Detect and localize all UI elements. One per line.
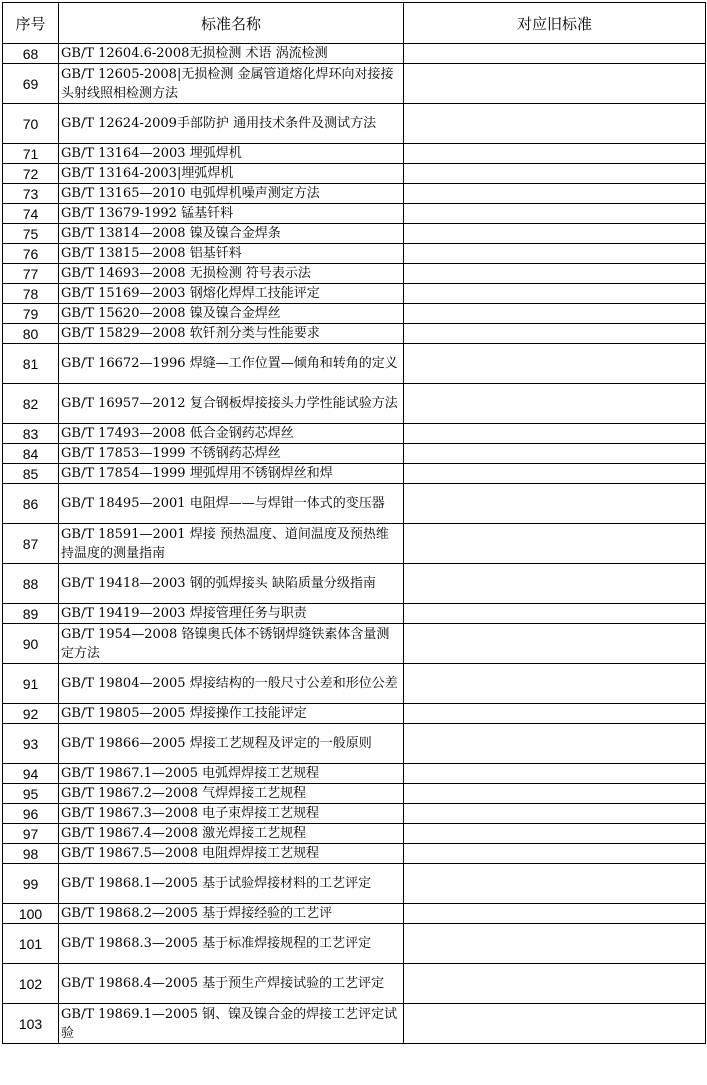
table-row — [3, 344, 706, 384]
standards-table — [2, 2, 706, 1044]
old-standard — [404, 104, 706, 144]
row-number: 90 — [3, 624, 59, 664]
table-row — [3, 44, 706, 64]
standard-name: GB/T 19868.3—2005 基于标准焊接规程的工艺评定 — [59, 924, 404, 964]
table-row — [3, 624, 706, 664]
old-standard — [404, 444, 706, 464]
old-standard — [404, 304, 706, 324]
row-number: 71 — [3, 144, 59, 164]
table-row — [3, 284, 706, 304]
standard-name: GB/T 17493—2008 低合金钢药芯焊丝 — [59, 424, 404, 444]
old-standard — [404, 904, 706, 924]
table-row — [3, 444, 706, 464]
old-standard — [404, 624, 706, 664]
row-number: 73 — [3, 184, 59, 204]
standard-name: GB/T 14693—2008 无损检测 符号表示法 — [59, 264, 404, 284]
table-row — [3, 184, 706, 204]
standard-name: GB/T 17853—1999 不锈钢药芯焊丝 — [59, 444, 404, 464]
standard-name: GB/T 19866—2005 焊接工艺规程及评定的一般原则 — [59, 724, 404, 764]
row-number: 88 — [3, 564, 59, 604]
old-standard — [404, 204, 706, 224]
standard-name: GB/T 19869.1—2005 钢、镍及镍合金的焊接工艺评定试验 — [59, 1004, 404, 1044]
table-row — [3, 204, 706, 224]
old-standard — [404, 424, 706, 444]
row-number: 68 — [3, 44, 59, 64]
table-row — [3, 564, 706, 604]
header-row — [3, 3, 706, 44]
standard-name: GB/T 18591—2001 焊接 预热温度、道间温度及预热维持温度的测量指南 — [59, 524, 404, 564]
old-standard — [404, 524, 706, 564]
row-number: 103 — [3, 1004, 59, 1044]
table-row — [3, 924, 706, 964]
old-standard — [404, 844, 706, 864]
table-row — [3, 164, 706, 184]
row-number: 84 — [3, 444, 59, 464]
table-row — [3, 464, 706, 484]
old-standard — [404, 704, 706, 724]
old-standard — [404, 64, 706, 104]
row-number: 85 — [3, 464, 59, 484]
old-standard — [404, 824, 706, 844]
standard-name: GB/T 13814—2008 镍及镍合金焊条 — [59, 224, 404, 244]
row-number: 87 — [3, 524, 59, 564]
standard-name: GB/T 19867.1—2005 电弧焊焊接工艺规程 — [59, 764, 404, 784]
row-number: 72 — [3, 164, 59, 184]
old-standard — [404, 44, 706, 64]
standard-name: GB/T 19867.5—2008 电阻焊焊接工艺规程 — [59, 844, 404, 864]
old-standard — [404, 564, 706, 604]
old-standard — [404, 804, 706, 824]
old-standard — [404, 724, 706, 764]
standard-name: GB/T 12604.6-2008无损检测 术语 涡流检测 — [59, 44, 404, 64]
table-row — [3, 964, 706, 1004]
row-number: 77 — [3, 264, 59, 284]
standard-name: GB/T 19868.4—2005 基于预生产焊接试验的工艺评定 — [59, 964, 404, 1004]
standard-name: GB/T 13164-2003|埋弧焊机 — [59, 164, 404, 184]
row-number: 76 — [3, 244, 59, 264]
standard-name: GB/T 19805—2005 焊接操作工技能评定 — [59, 704, 404, 724]
row-number: 95 — [3, 784, 59, 804]
standard-name: GB/T 18495—2001 电阻焊——与焊钳一体式的变压器 — [59, 484, 404, 524]
standard-name: GB/T 19868.2—2005 基于焊接经验的工艺评 — [59, 904, 404, 924]
standard-name: GB/T 15620—2008 镍及镍合金焊丝 — [59, 304, 404, 324]
old-standard — [404, 924, 706, 964]
table-row — [3, 864, 706, 904]
table-row — [3, 764, 706, 784]
standard-name: GB/T 13165—2010 电弧焊机噪声测定方法 — [59, 184, 404, 204]
row-number: 75 — [3, 224, 59, 244]
row-number: 79 — [3, 304, 59, 324]
old-standard — [404, 344, 706, 384]
row-number: 86 — [3, 484, 59, 524]
old-standard — [404, 664, 706, 704]
table-row — [3, 664, 706, 704]
row-number: 82 — [3, 384, 59, 424]
old-standard — [404, 324, 706, 344]
standard-name: GB/T 15829—2008 软钎剂分类与性能要求 — [59, 324, 404, 344]
row-number: 96 — [3, 804, 59, 824]
row-number: 92 — [3, 704, 59, 724]
old-standard — [404, 864, 706, 904]
standard-name: GB/T 19418—2003 钢的弧焊接头 缺陷质量分级指南 — [59, 564, 404, 604]
table-row — [3, 904, 706, 924]
table-row — [3, 724, 706, 764]
old-standard — [404, 264, 706, 284]
row-number: 94 — [3, 764, 59, 784]
old-standard — [404, 1004, 706, 1044]
table-row — [3, 604, 706, 624]
row-number: 102 — [3, 964, 59, 1004]
old-standard — [404, 164, 706, 184]
standard-name: GB/T 19867.2—2008 气焊焊接工艺规程 — [59, 784, 404, 804]
standard-name: GB/T 12605-2008|无损检测 金属管道熔化焊环向对接接头射线照相检测方法 — [59, 64, 404, 104]
old-standard — [404, 184, 706, 204]
standard-name: GB/T 12624-2009手部防护 通用技术条件及测试方法 — [59, 104, 404, 144]
old-standard — [404, 784, 706, 804]
old-standard — [404, 244, 706, 264]
table-row — [3, 524, 706, 564]
row-number: 80 — [3, 324, 59, 344]
table-row — [3, 264, 706, 284]
old-standard — [404, 144, 706, 164]
header-standard-name: 标准名称 — [59, 3, 404, 44]
table-row — [3, 144, 706, 164]
row-number: 70 — [3, 104, 59, 144]
table-row — [3, 824, 706, 844]
old-standard — [404, 384, 706, 424]
standard-name: GB/T 13164—2003 埋弧焊机 — [59, 144, 404, 164]
old-standard — [404, 604, 706, 624]
row-number: 99 — [3, 864, 59, 904]
old-standard — [404, 284, 706, 304]
table-row — [3, 244, 706, 264]
table-row — [3, 424, 706, 444]
standard-name: GB/T 19867.4—2008 激光焊接工艺规程 — [59, 824, 404, 844]
standard-name: GB/T 16957—2012 复合钢板焊接接头力学性能试验方法 — [59, 384, 404, 424]
row-number: 69 — [3, 64, 59, 104]
old-standard — [404, 224, 706, 244]
standard-name: GB/T 19419—2003 焊接管理任务与职责 — [59, 604, 404, 624]
header-index: 序号 — [3, 3, 59, 44]
row-number: 98 — [3, 844, 59, 864]
row-number: 81 — [3, 344, 59, 384]
row-number: 91 — [3, 664, 59, 704]
table-row — [3, 104, 706, 144]
table-row — [3, 784, 706, 804]
table-row — [3, 484, 706, 524]
table-row — [3, 304, 706, 324]
old-standard — [404, 464, 706, 484]
old-standard — [404, 484, 706, 524]
row-number: 83 — [3, 424, 59, 444]
row-number: 97 — [3, 824, 59, 844]
table-row — [3, 324, 706, 344]
row-number: 89 — [3, 604, 59, 624]
old-standard — [404, 964, 706, 1004]
table-row — [3, 224, 706, 244]
table-row — [3, 804, 706, 824]
standard-name: GB/T 1954—2008 铬镍奥氏体不锈钢焊缝铁素体含量测定方法 — [59, 624, 404, 664]
row-number: 100 — [3, 904, 59, 924]
old-standard — [404, 764, 706, 784]
table-row — [3, 1004, 706, 1044]
row-number: 101 — [3, 924, 59, 964]
standard-name: GB/T 19804—2005 焊接结构的一般尺寸公差和形位公差 — [59, 664, 404, 704]
table-row — [3, 844, 706, 864]
standard-name: GB/T 15169—2003 钢熔化焊焊工技能评定 — [59, 284, 404, 304]
standard-name: GB/T 16672—1996 焊缝—工作位置—倾角和转角的定义 — [59, 344, 404, 384]
standard-name: GB/T 19867.3—2008 电子束焊接工艺规程 — [59, 804, 404, 824]
standard-name: GB/T 13679-1992 锰基钎料 — [59, 204, 404, 224]
header-old-standard: 对应旧标准 — [404, 3, 706, 44]
standard-name: GB/T 13815—2008 铝基钎料 — [59, 244, 404, 264]
row-number: 74 — [3, 204, 59, 224]
table-row — [3, 64, 706, 104]
row-number: 78 — [3, 284, 59, 304]
row-number: 93 — [3, 724, 59, 764]
standard-name: GB/T 17854—1999 埋弧焊用不锈钢焊丝和焊 — [59, 464, 404, 484]
table-row — [3, 384, 706, 424]
standard-name: GB/T 19868.1—2005 基于试验焊接材料的工艺评定 — [59, 864, 404, 904]
table-row — [3, 704, 706, 724]
